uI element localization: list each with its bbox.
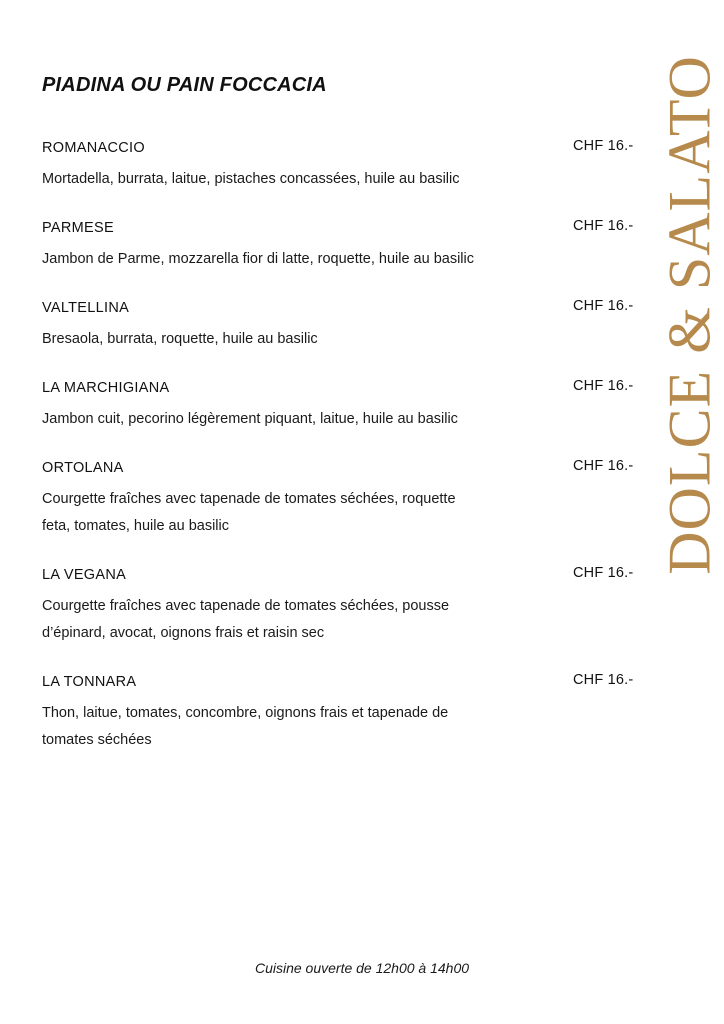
item-description-line: Thon, laitue, tomates, concombre, oignons frais et tapenade de <box>42 705 449 721</box>
item-description-line: tomates séchées <box>42 732 152 748</box>
item-price: CHF 16.- <box>573 138 634 154</box>
menu-item-valtellina <box>42 298 642 353</box>
item-description <box>42 406 642 433</box>
item-price: CHF 16.- <box>573 298 634 314</box>
opening-hours-note: Cuisine ouverte de 12h00 à 14h00 <box>254 960 470 976</box>
item-price: CHF 16.- <box>573 378 634 394</box>
item-name: PARMESE <box>42 220 114 236</box>
item-price: CHF 16.- <box>573 565 634 581</box>
menu-list <box>42 138 642 779</box>
item-description-line: feta, tomates, huile au basilic <box>42 518 229 534</box>
item-price: CHF 16.- <box>573 458 634 474</box>
item-name: LA TONNARA <box>42 674 137 690</box>
item-description-line: Jambon cuit, pecorino légèrement piquant, laitue, huile au basilic <box>42 411 458 427</box>
menu-item-la-tonnara <box>42 672 642 754</box>
item-description-line: Courgette fraîches avec tapenade de tomates séchées, pousse <box>42 598 450 614</box>
item-description <box>42 486 642 540</box>
item-description-line: Jambon de Parme, mozzarella fior di latte, roquette, huile au basilic <box>42 251 474 267</box>
item-name: LA VEGANA <box>42 567 127 583</box>
item-price: CHF 16.- <box>573 218 634 234</box>
item-name: ROMANACCIO <box>42 140 145 156</box>
menu-item-la-vegana <box>42 565 642 647</box>
item-description-line: Courgette fraîches avec tapenade de tomates séchées, roquette <box>42 491 456 507</box>
menu-item-parmese <box>42 218 642 273</box>
item-description-line: Mortadella, burrata, laitue, pistaches concassées, huile au basilic <box>42 171 460 187</box>
item-name: VALTELLINA <box>42 300 130 316</box>
item-name: ORTOLANA <box>42 460 124 476</box>
menu-item-romanaccio <box>42 138 642 193</box>
item-description <box>42 700 642 754</box>
item-description-line: Bresaola, burrata, roquette, huile au basilic <box>42 331 318 347</box>
item-description-line: d’épinard, avocat, oignons frais et raisin sec <box>42 625 325 641</box>
item-description <box>42 593 642 647</box>
item-name: LA MARCHIGIANA <box>42 380 170 396</box>
item-description <box>42 246 642 273</box>
brand-wordmark: DOLCE & SALATO <box>656 55 723 575</box>
section-title: PIADINA OU PAIN FOCCACIA <box>42 74 327 96</box>
menu-item-la-marchigiana <box>42 378 642 433</box>
item-description <box>42 326 642 353</box>
item-price: CHF 16.- <box>573 672 634 688</box>
menu-item-ortolana <box>42 458 642 540</box>
item-description <box>42 166 642 193</box>
